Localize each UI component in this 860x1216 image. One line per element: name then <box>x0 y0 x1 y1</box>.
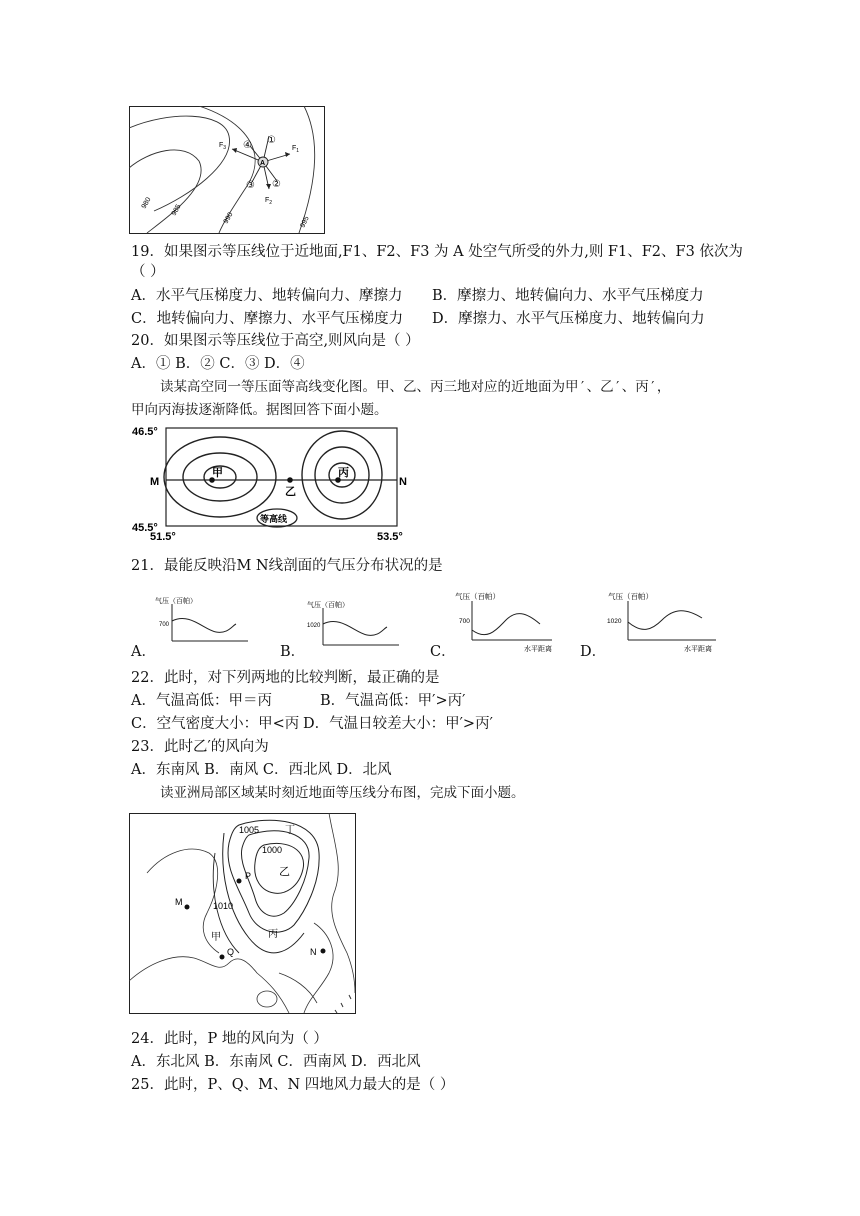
graph-d-ylabel: 气压（百帕） <box>608 592 653 601</box>
q21-graph-c <box>452 590 562 654</box>
point-bing-label-map: 丙 <box>268 929 278 940</box>
graph-a-ylabel: 气压（百帕） <box>155 598 197 605</box>
q25-stem: 25．此时，P、Q、M、N 四地风力最大的是（ ） <box>131 1077 455 1093</box>
q20-stem: 20．如果图示等压线位于高空,则风向是（ ） <box>131 333 420 349</box>
q21-option-b: B． <box>280 644 306 660</box>
isobar-force-diagram <box>129 106 325 234</box>
q24-stem: 24．此时，P 地的风向为（ ） <box>131 1031 328 1047</box>
q21-graph-b <box>303 598 403 650</box>
lat-top-label: 46.5° <box>132 426 158 438</box>
isobar-label-980: 980 <box>140 196 153 210</box>
q22-option-c: C．空气密度大小：甲<丙 <box>131 716 300 732</box>
graph-d-value: 1020 <box>607 618 622 625</box>
circled-3: ③ <box>246 180 255 191</box>
graph-d-xlabel: 水平距离 <box>684 646 712 653</box>
q22-option-a: A．气温高低：甲＝丙 <box>131 693 272 709</box>
point-a-label: A <box>260 160 266 167</box>
point-ding-label: 丁 <box>285 825 295 836</box>
graph-c-ylabel: 气压（百帕） <box>455 592 500 601</box>
q19-paren: （ ） <box>131 264 165 280</box>
graph-a-value: 700 <box>159 622 170 628</box>
graph-c-value: 700 <box>459 618 470 625</box>
intro-2-line-1: 读亚洲局部区域某时刻近地面等压线分布图，完成下面小题。 <box>160 785 525 801</box>
point-yi-label: 乙 <box>285 486 296 498</box>
point-jia-label-map: 甲 <box>211 932 221 943</box>
point-m-label: M <box>150 476 160 488</box>
isobar-1010-label: 1010 <box>213 901 234 911</box>
isobar-label-995: 995 <box>299 215 311 229</box>
q19-option-b: B．摩擦力、地转偏向力、水平气压梯度力 <box>432 288 704 304</box>
q21-graph-d <box>604 590 724 654</box>
q21-graph-a <box>152 594 252 646</box>
q22-stem: 22．此时，对下列两地的比较判断，最正确的是 <box>131 670 440 686</box>
lon-right-label: 53.5° <box>377 531 403 541</box>
q23-options: A．东南风 B．南风 C．西北风 D．北风 <box>131 762 392 778</box>
isobar-label-985: 985 <box>170 203 183 217</box>
point-q-label: Q <box>227 947 235 957</box>
asia-isobar-map <box>129 813 357 1015</box>
point-jia-label: 甲 <box>212 467 223 479</box>
point-m-label-map: M <box>175 897 183 907</box>
isobar-1005-label: 1005 <box>239 825 260 835</box>
circled-4: ④ <box>243 140 252 151</box>
contour-map <box>130 423 410 541</box>
isobar-1000-label: 1000 <box>262 845 283 855</box>
q22-option-d: D．气温日较差大小：甲′>丙′ <box>303 716 493 732</box>
q24-options: A．东北风 B．东南风 C．西南风 D．西北风 <box>131 1054 421 1070</box>
q20-options: A．① B．② C．③ D．④ <box>131 356 305 372</box>
graph-b-value: 1020 <box>307 623 321 629</box>
intro-1-line-2: 甲向丙海拔逐渐降低。据图回答下面小题。 <box>131 402 388 418</box>
graph-c-xlabel: 水平距离 <box>524 646 552 653</box>
point-n-label-map: N <box>310 947 317 957</box>
point-p-label: P <box>245 871 252 881</box>
isobar-label-990: 990 <box>222 211 235 225</box>
q21-option-a: A． <box>131 644 156 660</box>
force-f2-label: $F_2$ <box>265 197 273 206</box>
q21-option-c: C． <box>430 644 456 660</box>
q21-stem: 21．最能反映沿M N线剖面的气压分布状况的是 <box>131 558 443 574</box>
point-bing-label: 丙 <box>338 467 349 479</box>
intro-1-line-1: 读某高空同一等压面等高线变化图。甲、乙、丙三地对应的近地面为甲′、乙′、丙′， <box>160 379 671 395</box>
lat-bottom-label: 45.5° <box>132 522 158 534</box>
q22-option-b: B．气温高低：甲′>丙′ <box>320 693 466 709</box>
circled-1: ① <box>267 135 276 146</box>
force-f3-label: $F_3$ <box>219 142 227 151</box>
point-yi-label-map: 乙 <box>279 866 290 878</box>
q19-stem: 19．如果图示等压线位于近地面,F1、F2、F3 为 A 处空气所受的外力,则 F1、F2、F3 依次为 <box>131 244 743 260</box>
q21-option-d: D． <box>580 644 607 660</box>
contour-line-label: 等高线 <box>260 514 288 524</box>
point-n-label: N <box>399 476 407 488</box>
lon-left-label: 51.5° <box>150 531 176 541</box>
q23-stem: 23．此时乙′的风向为 <box>131 739 269 755</box>
q19-option-a: A．水平气压梯度力、地转偏向力、摩擦力 <box>131 288 403 304</box>
circled-2: ② <box>272 179 281 190</box>
q19-option-d: D．摩擦力、水平气压梯度力、地转偏向力 <box>432 311 705 327</box>
q19-option-c: C．地转偏向力、摩擦力、水平气压梯度力 <box>131 311 404 327</box>
force-f1-label: $F_1$ <box>292 145 300 154</box>
graph-b-ylabel: 气压（百帕） <box>307 602 349 609</box>
